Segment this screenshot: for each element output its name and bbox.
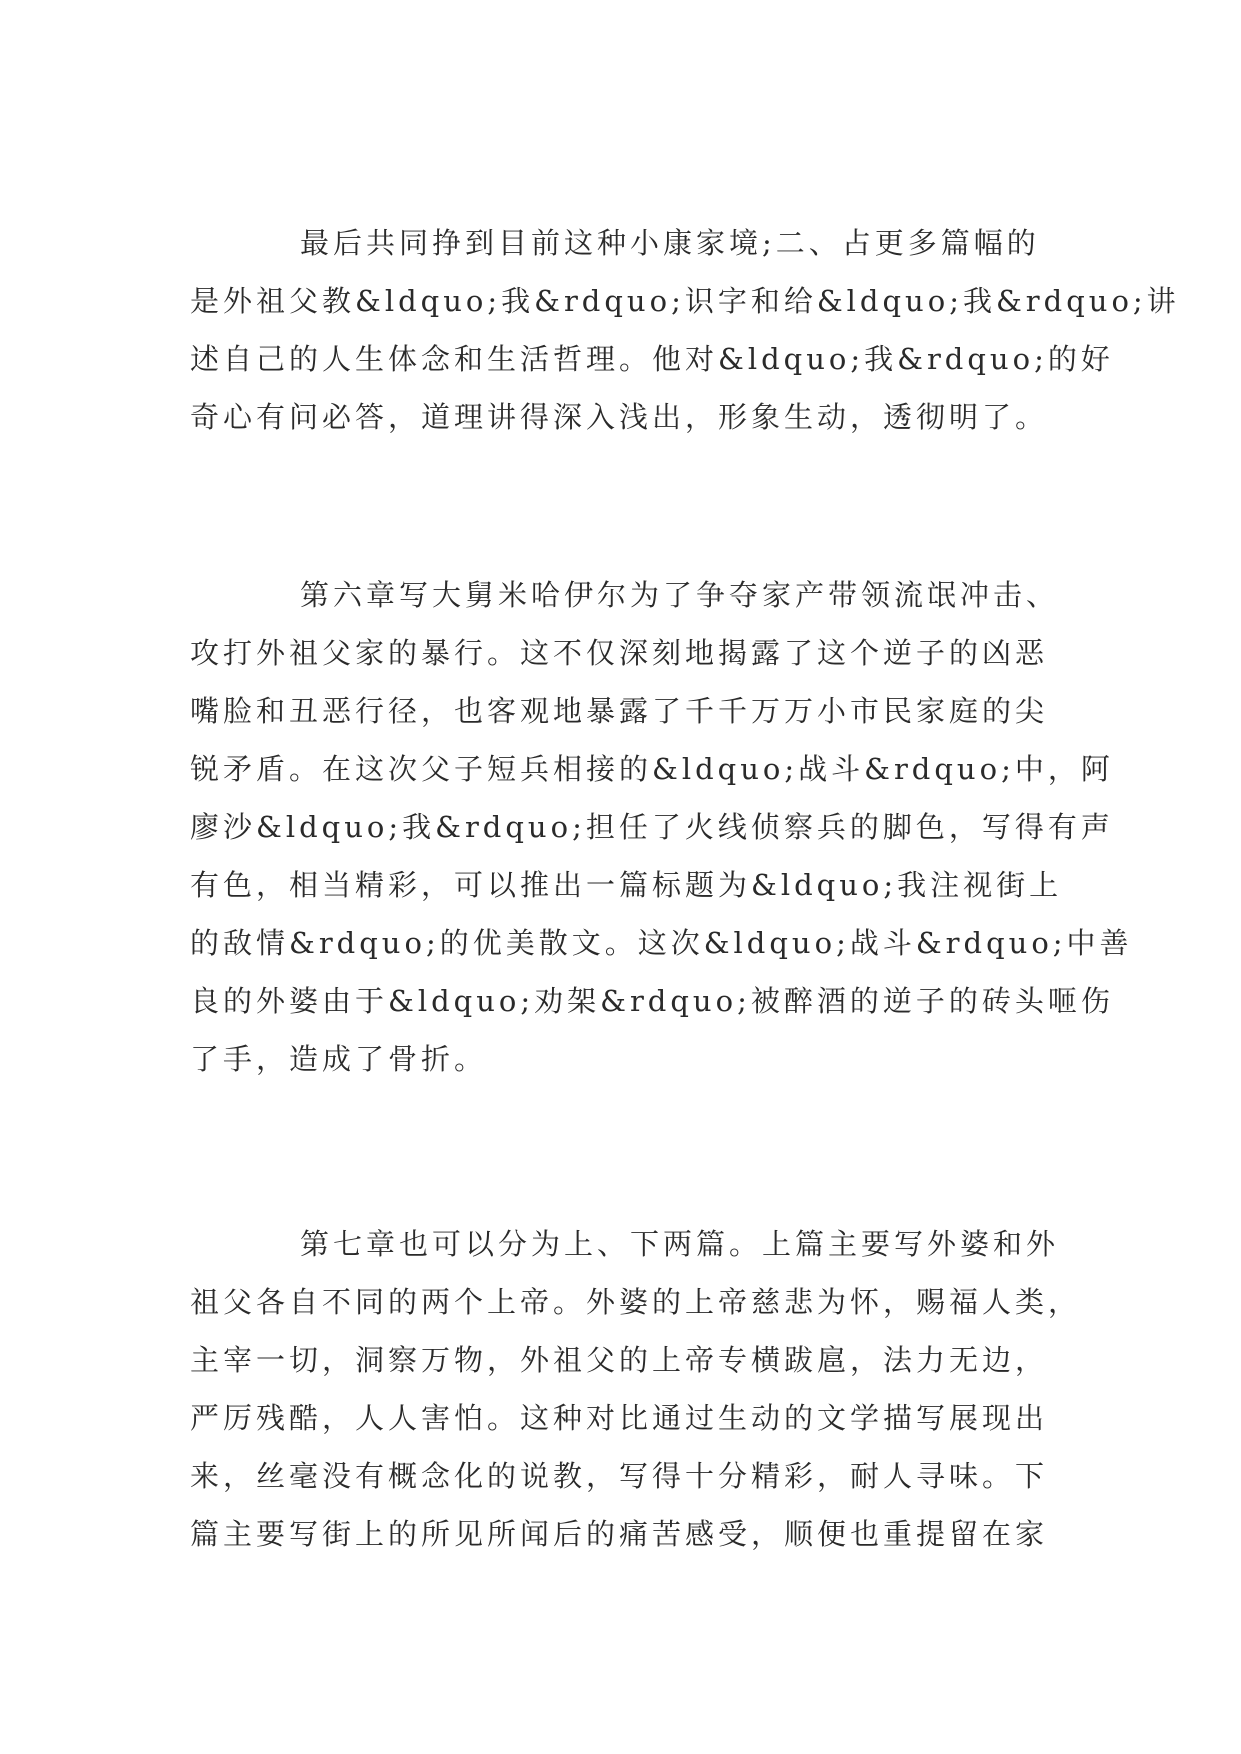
text-line: 述自己的人生体念和生活哲理。他对&ldquo;我&rdquo;的好	[190, 342, 1114, 376]
text-line: 篇主要写街上的所见所闻后的痛苦感受，顺便也重提留在家	[190, 1517, 1049, 1551]
text-line: 了手，造成了骨折。	[190, 1042, 488, 1076]
text-line: 严厉残酷，人人害怕。这种对比通过生动的文学描写展现出	[190, 1401, 1049, 1435]
text-line: 良的外婆由于&ldquo;劝架&rdquo;被醉酒的逆子的砖头咂伤	[190, 984, 1114, 1018]
text-line: 最后共同挣到目前这种小康家境;二、占更多篇幅的	[300, 226, 1040, 260]
text-line: 祖父各自不同的两个上帝。外婆的上帝慈悲为怀，赐福人类，	[190, 1285, 1082, 1319]
text-line: 攻打外祖父家的暴行。这不仅深刻地揭露了这个逆子的凶恶	[190, 636, 1049, 670]
text-line: 主宰一切，洞察万物，外祖父的上帝专横跋扈，法力无边，	[190, 1343, 1049, 1377]
text-line: 来，丝毫没有概念化的说教，写得十分精彩，耐人寻味。下	[190, 1459, 1049, 1493]
text-line: 的敌情&rdquo;的优美散文。这次&ldquo;战斗&rdquo;中善	[190, 926, 1133, 960]
paragraph-chapter-seven	[190, 1215, 1082, 1563]
paragraph-continued	[190, 214, 1180, 446]
text-line: 廖沙&ldquo;我&rdquo;担任了火线侦察兵的脚色，写得有声	[190, 810, 1114, 844]
paragraph-chapter-six	[190, 566, 1133, 1088]
text-line: 是外祖父教&ldquo;我&rdquo;识字和给&ldquo;我&rdquo;讲	[190, 284, 1180, 318]
text-line: 第六章写大舅米哈伊尔为了争夺家产带领流氓冲击、	[300, 578, 1060, 612]
text-line: 第七章也可以分为上、下两篇。上篇主要写外婆和外	[300, 1227, 1060, 1261]
text-line: 奇心有问必答，道理讲得深入浅出，形象生动，透彻明了。	[190, 400, 1049, 434]
text-line: 锐矛盾。在这次父子短兵相接的&ldquo;战斗&rdquo;中，阿	[190, 752, 1114, 786]
text-line: 嘴脸和丑恶行径，也客观地暴露了千千万万小市民家庭的尖	[190, 694, 1049, 728]
text-line: 有色，相当精彩，可以推出一篇标题为&ldquo;我注视街上	[190, 868, 1063, 902]
